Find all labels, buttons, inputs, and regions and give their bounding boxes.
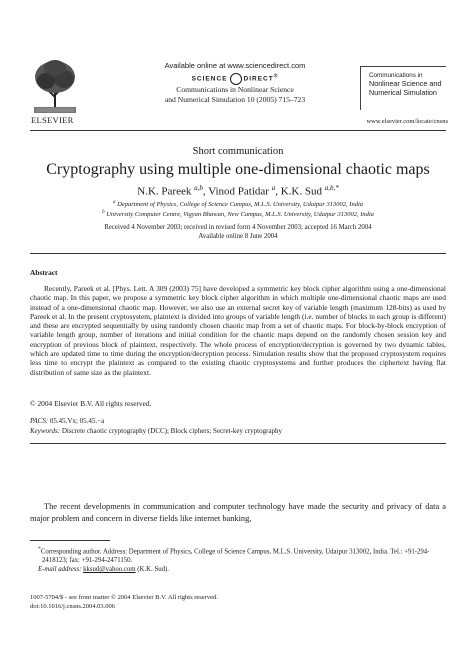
article-title: Cryptography using multiple one-dimensional chaotic maps [46,161,430,178]
abstract-copyright: © 2004 Elsevier B.V. All rights reserved. [30,399,152,408]
author-name: N.K. Pareek [137,185,192,198]
author-list: N.K. Pareek $^{a,b}$, Vinod Patidar $^a$, K.K. Sud $^{a,b,*}$ [137,184,339,198]
elsevier-wordmark: ELSEVIER [31,115,74,125]
affiliation-mark: b [102,210,105,216]
affiliation-text: University Computer Centre, Vigyan Bhawan, New Campus, M.L.S. University, Udaipur 313002, India [106,211,374,219]
available-online-text: Available online at www.sciencedirect.com [164,61,306,70]
footnote [30,545,446,574]
keywords-label: Keywords: [30,427,61,435]
article-dates [30,223,446,241]
available-date: Available online 8 June 2004 [198,233,278,240]
affiliation-mark: a [112,200,116,205]
front-matter [30,594,218,611]
pacs-value: 05.45.Vx; 05.45.−a [49,417,105,425]
footnote-divider [30,540,110,541]
email-suffix: (K.K. Sud). [137,566,169,574]
journal-title-box [360,66,446,110]
header-divider [30,130,446,131]
affiliation-item [30,209,446,219]
received-dates: Received 4 November 2003; received in revised form 4 November 2003; accepted 16 March 2004 [104,224,372,231]
intro-text [30,501,446,524]
sciencedirect-logo [120,73,350,85]
sciencedirect-dot-icon [230,73,242,85]
footnote-star: * [38,546,41,552]
doi-line[interactable]: doi:10.1016/j.cnsns.2004.03.006 [30,602,116,610]
footnote-email [30,565,446,574]
abstract-heading: Abstract [30,268,58,277]
pacs-line [30,417,104,425]
footnote-corresponding [30,545,446,565]
email-label: E-mail address: [38,566,82,574]
footnote-corresponding-text: Corresponding author. Address: Department of Physics, College of Science Campus, M.L.S. University, Udaipur 313002, India. Tel.: +91-294-2418123; fax: +91-294-2471150. [40,548,430,565]
keywords-value: Discrete chaotic cryptography (DCC); Block ciphers; Secret-key cryptography [61,427,283,435]
author-affil-mark[interactable]: a [271,184,276,192]
section-label: Short communication [192,146,284,157]
author-name: K.K. Sud [280,185,322,198]
sciencedirect-registered: ® [273,73,279,80]
elsevier-tree-logo [30,57,80,115]
journal-citation-line2: and Numerical Simulation 10 (2005) 715–723 [164,95,306,104]
front-matter-line1: 1007-5704/$ - see front matter © 2004 Elsevier B.V. All rights reserved. [30,594,218,601]
pacs-label: PACS: [30,417,49,425]
author-name: Vinod Patidar [208,185,269,198]
abstract-paragraph: Recently, Pareek et al. [Phys. Lett. A 309 (2003) 75] have developed a symmetric key block cipher algorithm using a one-dimensional chaotic map. In this paper, we propose a symmetric key block cipher algorithm in which multiple one-dimensional chaotic maps are used instead of a one-dimensional chaotic map. However, we also use an external secret key of variable length (maximum 128-bits) as used by Pareek et al. In the present cryptosystem, plaintext is divided into groups of variable length (i.e. number of blocks in each group is different) and these are encrypted sequentially by using randomly chosen chaotic map from a set of chaotic maps. For block-by-block encryption of variable length group, number of iterations and initial condition for the chaotic maps depend on the randomly chosen session key and encryption of previous block of plaintext, respectively. The whole process of encryption/decryption is governed by two dynamic tables, which are updated time to time during the encryption/decryption process. Simulation results show that the proposed cryptosystem requires less time to encrypt the plaintext as compared to the existing chaotic cryptosystems and further produces the ciphertext having flat distribution of same size as the plaintext. [30,284,446,377]
author-affil-mark[interactable]: a,b,* [324,184,339,192]
abstract-top-divider [30,253,446,254]
affiliation-item [30,199,446,209]
abstract-body [30,284,446,377]
keywords-line [30,427,446,435]
sciencedirect-left: SCIENCE [191,75,228,83]
email-link[interactable]: kksud@yahoo.com [83,566,136,574]
sciencedirect-right: DIRECT [243,75,274,83]
abstract-bottom-divider [30,443,446,444]
journal-citation-line1: Communications in Nonlinear Science [176,85,294,94]
intro-paragraph: The recent developments in communication and computer technology have made the security and privacy of data a major problem and concern in diverse fields like internet banking, [30,502,446,523]
journal-url[interactable]: www.elsevier.com/locate/cnsns [366,118,448,125]
author-affil-mark[interactable]: a,b [194,184,203,192]
journal-box-line2: Nonlinear Science and [369,79,442,88]
affiliation-text: Department of Physics, College of Science Campus, M.L.S. University, Udaipur 313002, India [117,201,363,209]
affiliations [30,199,446,220]
journal-citation [120,85,350,105]
journal-box-line3: Numerical Simulation [369,87,437,97]
journal-box-small: Communications in [369,72,423,79]
